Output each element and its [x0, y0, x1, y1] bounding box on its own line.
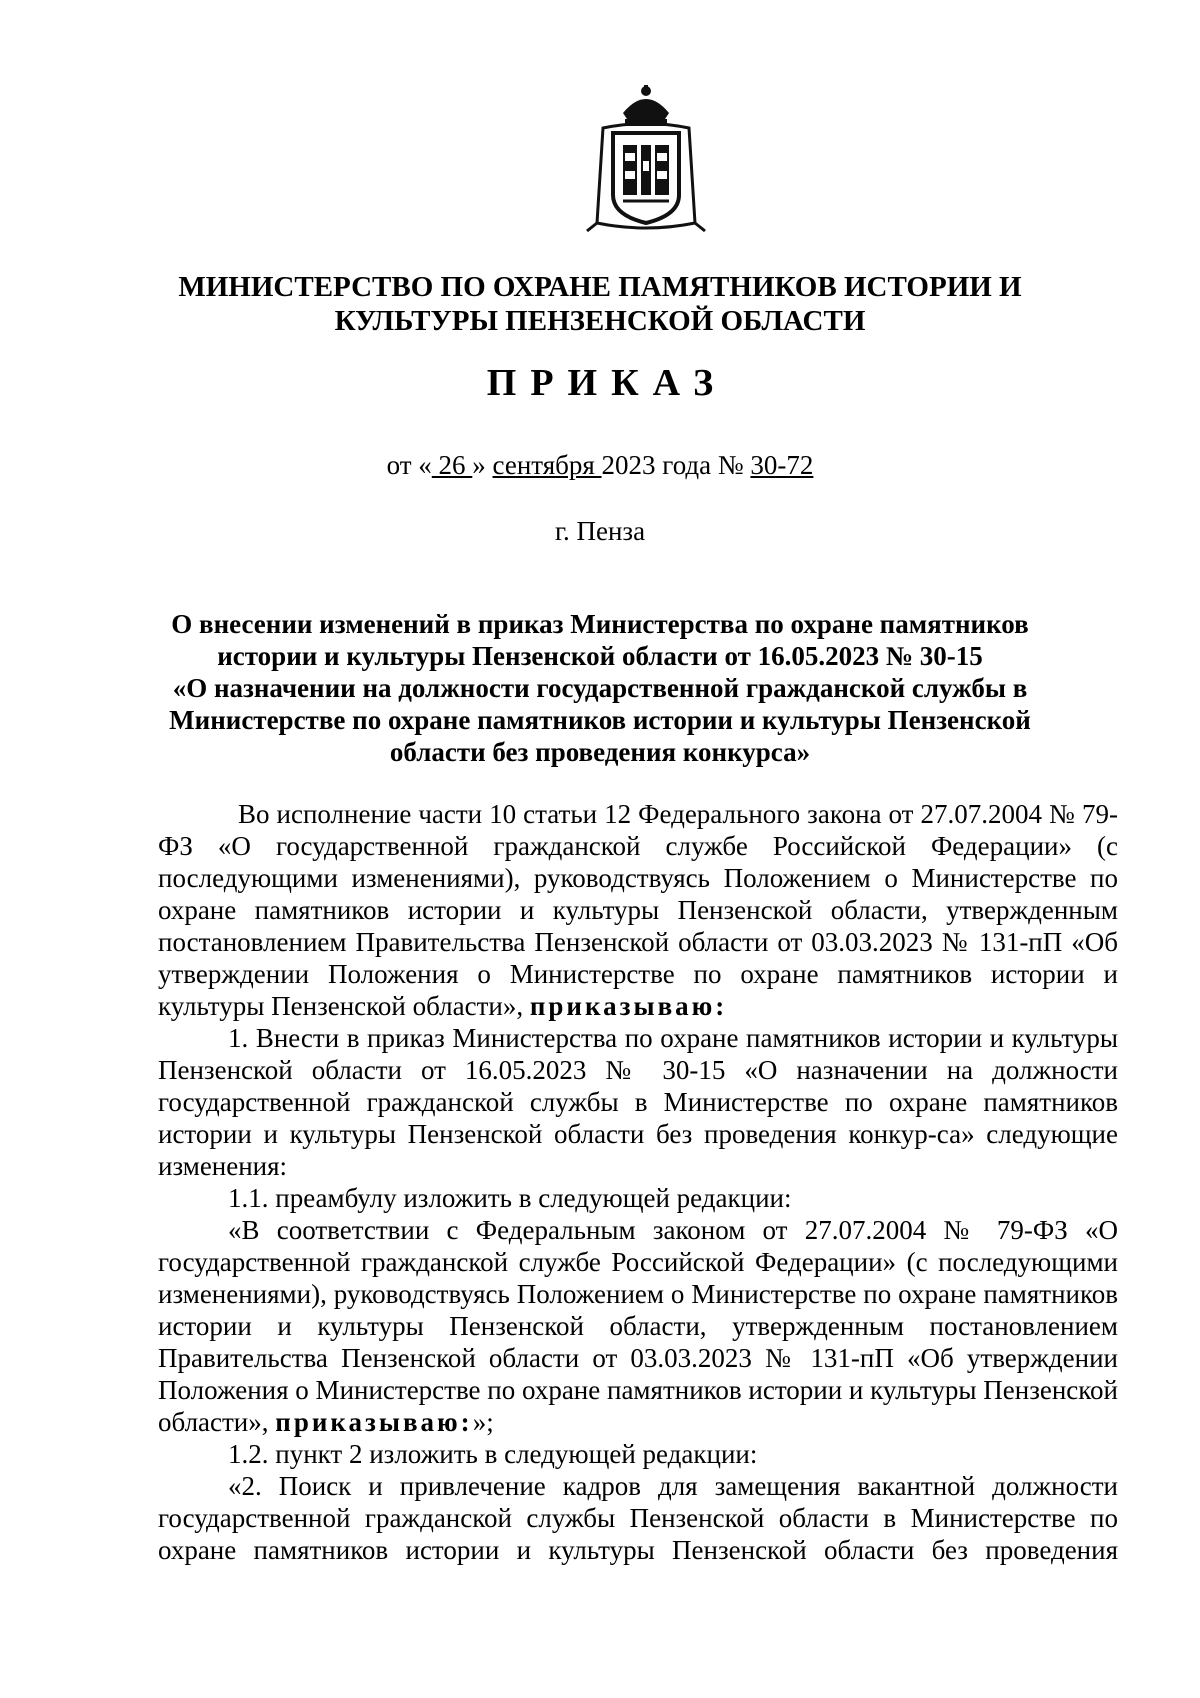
item-1-1-paragraph: 1.1. преамбулу изложить в следующей редакции:	[228, 1183, 792, 1213]
date-prefix: от «	[386, 450, 432, 480]
new-preamble-paragraph	[158, 1214, 1118, 1438]
subject-line-4: Министерстве по охране памятников истории и культуры Пензенской	[169, 705, 1031, 735]
orders-keyword: приказываю:	[529, 991, 728, 1021]
preamble-paragraph	[158, 798, 1118, 1022]
penza-region-coat-of-arms-icon	[583, 83, 709, 233]
subject-line-3: «О назначении на должности государственной гражданской службы в	[172, 673, 1028, 703]
subject-line-1: О внесении изменений в приказ Министерства по охране памятников	[171, 609, 1029, 639]
new-preamble-tail: »;	[472, 1407, 494, 1437]
order-date-number	[0, 449, 1200, 481]
organization-name-line-2: КУЛЬТУРЫ ПЕНЗЕНСКОЙ ОБЛАСТИ	[334, 305, 866, 337]
date-year: 2023 года №	[601, 450, 751, 480]
organization-name	[0, 270, 1200, 338]
item-1-paragraph: 1. Внести в приказ Министерства по охране памятников истории и культуры Пензенской области от 16.05.2023 № 30-15 «О назначении на должности государственной гражданской службы в Министерстве по охране памятников истории и культуры Пензенской области без проведения конкур-са» следующие изменения:	[158, 1023, 1118, 1181]
date-day: 26	[431, 450, 473, 480]
date-quote: »	[472, 450, 486, 480]
new-preamble-text: «В соответствии с Федеральным законом от 27.07.2004 № 79-ФЗ «О государственной гражданской службе Российской Федерации» (с последующими изменениями), руководствуясь Положением о Министерстве по охране памятников истории и культуры Пензенской области, утвержденным постановлением Правительства Пензенской области от 03.03.2023 № 131-пП «Об утверждении Положения о Министерстве по охране памятников истории и культуры Пензенской области»,	[158, 1215, 1118, 1437]
organization-name-line-1: МИНИСТЕРСТВО ПО ОХРАНЕ ПАМЯТНИКОВ ИСТОРИИ И	[178, 271, 1022, 303]
item-1-2-paragraph: 1.2. пункт 2 изложить в следующей редакции:	[228, 1439, 758, 1469]
order-body	[158, 798, 1118, 1566]
new-preamble-orders-keyword: приказываю:	[275, 1407, 473, 1437]
date-month: сентября	[492, 450, 602, 480]
order-subject	[0, 608, 1200, 768]
city: г. Пенза	[554, 516, 646, 546]
subject-line-5: области без проведения конкурса»	[389, 737, 811, 767]
item-2-paragraph: «2. Поиск и привлечение кадров для замещения вакантной должности государственной гражданской службы Пензенской области в Министерстве по охране памятников истории и культуры Пензенской области без проведения	[158, 1471, 1118, 1565]
preamble-text: Во исполнение части 10 статьи 12 Федерального закона от 27.07.2004 № 79-ФЗ «О государственной гражданской службе Российской Федерации» (с последующими изменениями), руководствуясь Положением о Министерстве по охране памятников истории и культуры Пензенской области, утвержденным постановлением Правительства Пензенской области от 03.03.2023 № 131-пП «Об утверждении Положения о Министерстве по охране памятников истории и культуры Пензенской области»,	[158, 799, 1118, 1021]
document-type-title: ПРИКАЗ	[486, 362, 728, 404]
order-number: 30-72	[750, 450, 814, 480]
subject-line-2: истории и культуры Пензенской области от 16.05.2023 № 30-15	[217, 641, 983, 671]
